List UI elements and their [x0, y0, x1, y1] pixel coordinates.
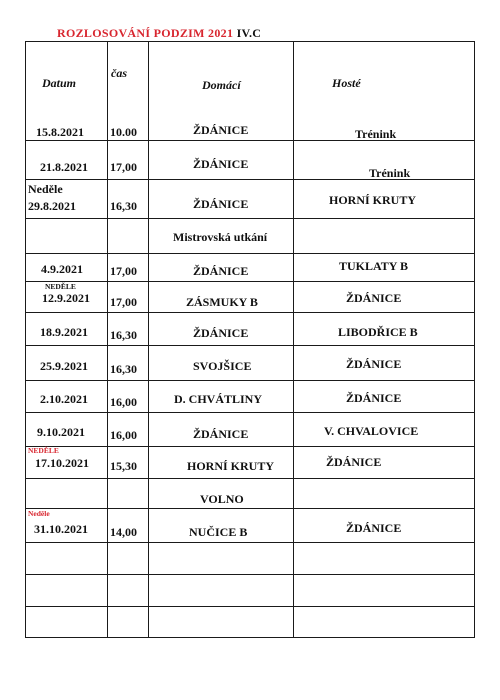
row-13-away: ŽDÁNICE: [346, 521, 402, 535]
title-main: ROZLOSOVÁNÍ PODZIM 2021: [57, 26, 234, 40]
title-league: IV.C: [236, 26, 262, 40]
row-divider: [26, 446, 474, 447]
row-3-away: HORNÍ KRUTY: [329, 193, 417, 207]
header-time: čas: [111, 66, 127, 80]
row-11-note: NEDĚLE: [28, 446, 59, 455]
row-13-home: NUČICE B: [189, 525, 248, 539]
row-13-date: 31.10.2021: [34, 522, 88, 536]
row-11-date: 17.10.2021: [35, 456, 89, 470]
col-divider-date: [107, 42, 108, 637]
row-divider: [26, 478, 474, 479]
row-7-away: LIBODŘICE B: [338, 325, 418, 339]
row-10-date: 9.10.2021: [37, 425, 85, 439]
row-9-away: ŽDÁNICE: [346, 391, 402, 405]
row-1-time: 10.00: [110, 125, 137, 139]
row-divider: [26, 218, 474, 219]
row-divider: [26, 412, 474, 413]
col-divider-time: [148, 42, 149, 637]
row-12-bye: VOLNO: [200, 492, 244, 506]
row-11-time: 15,30: [110, 459, 137, 473]
row-9-time: 16,00: [110, 395, 137, 409]
header-away: Hosté: [332, 76, 361, 90]
row-divider: [26, 140, 474, 141]
row-2-date: 21.8.2021: [40, 160, 88, 174]
row-11-home: HORNÍ KRUTY: [187, 459, 275, 473]
row-5-home: ŽDÁNICE: [193, 264, 249, 278]
row-1-date: 15.8.2021: [36, 125, 84, 139]
col-divider-home: [293, 42, 294, 637]
row-6-note: NEDĚLE: [45, 282, 76, 291]
row-13-note: Neděle: [28, 509, 50, 518]
row-divider: [26, 312, 474, 313]
row-1-away: Trénink: [355, 127, 397, 141]
header-home: Domácí: [202, 78, 241, 92]
row-10-time: 16,00: [110, 428, 137, 442]
row-10-away: V. CHVALOVICE: [324, 424, 419, 438]
row-2-away: Trénink: [369, 166, 411, 180]
row-13-time: 14,00: [110, 525, 137, 539]
row-5-date: 4.9.2021: [41, 262, 83, 276]
row-divider: [26, 253, 474, 254]
row-4-section: Mistrovská utkání: [173, 230, 268, 244]
header-date: Datum: [42, 76, 77, 90]
row-7-date: 18.9.2021: [40, 325, 88, 339]
row-8-time: 16,30: [110, 362, 137, 376]
row-divider: [26, 380, 474, 381]
row-11-away: ŽDÁNICE: [326, 455, 382, 469]
row-3-home: ŽDÁNICE: [193, 197, 249, 211]
row-5-time: 17,00: [110, 264, 137, 278]
row-3-time: 16,30: [110, 199, 137, 213]
row-8-home: SVOJŠICE: [193, 359, 252, 373]
schedule-table: [25, 41, 475, 638]
row-divider: [26, 606, 474, 607]
row-6-home: ZÁSMUKY B: [186, 295, 258, 309]
row-divider: [26, 345, 474, 346]
row-2-time: 17,00: [110, 160, 137, 174]
row-10-home: ŽDÁNICE: [193, 427, 249, 441]
row-7-time: 16,30: [110, 328, 137, 342]
row-8-date: 25.9.2021: [40, 359, 88, 373]
row-2-home: ŽDÁNICE: [193, 157, 249, 171]
row-8-away: ŽDÁNICE: [346, 357, 402, 371]
row-9-date: 2.10.2021: [40, 392, 88, 406]
row-7-home: ŽDÁNICE: [193, 326, 249, 340]
row-5-away: TUKLATY B: [339, 259, 409, 273]
row-3-date: 29.8.2021: [28, 199, 76, 213]
row-1-home: ŽDÁNICE: [193, 123, 249, 137]
row-3-note: Neděle: [28, 182, 63, 196]
row-divider: [26, 281, 474, 282]
row-6-time: 17,00: [110, 295, 137, 309]
row-divider: [26, 508, 474, 509]
row-divider: [26, 574, 474, 575]
row-6-away: ŽDÁNICE: [346, 291, 402, 305]
row-divider: [26, 542, 474, 543]
schedule-title: [57, 26, 261, 41]
row-6-date: 12.9.2021: [42, 291, 90, 305]
row-9-home: D. CHVÁTLINY: [174, 392, 263, 406]
